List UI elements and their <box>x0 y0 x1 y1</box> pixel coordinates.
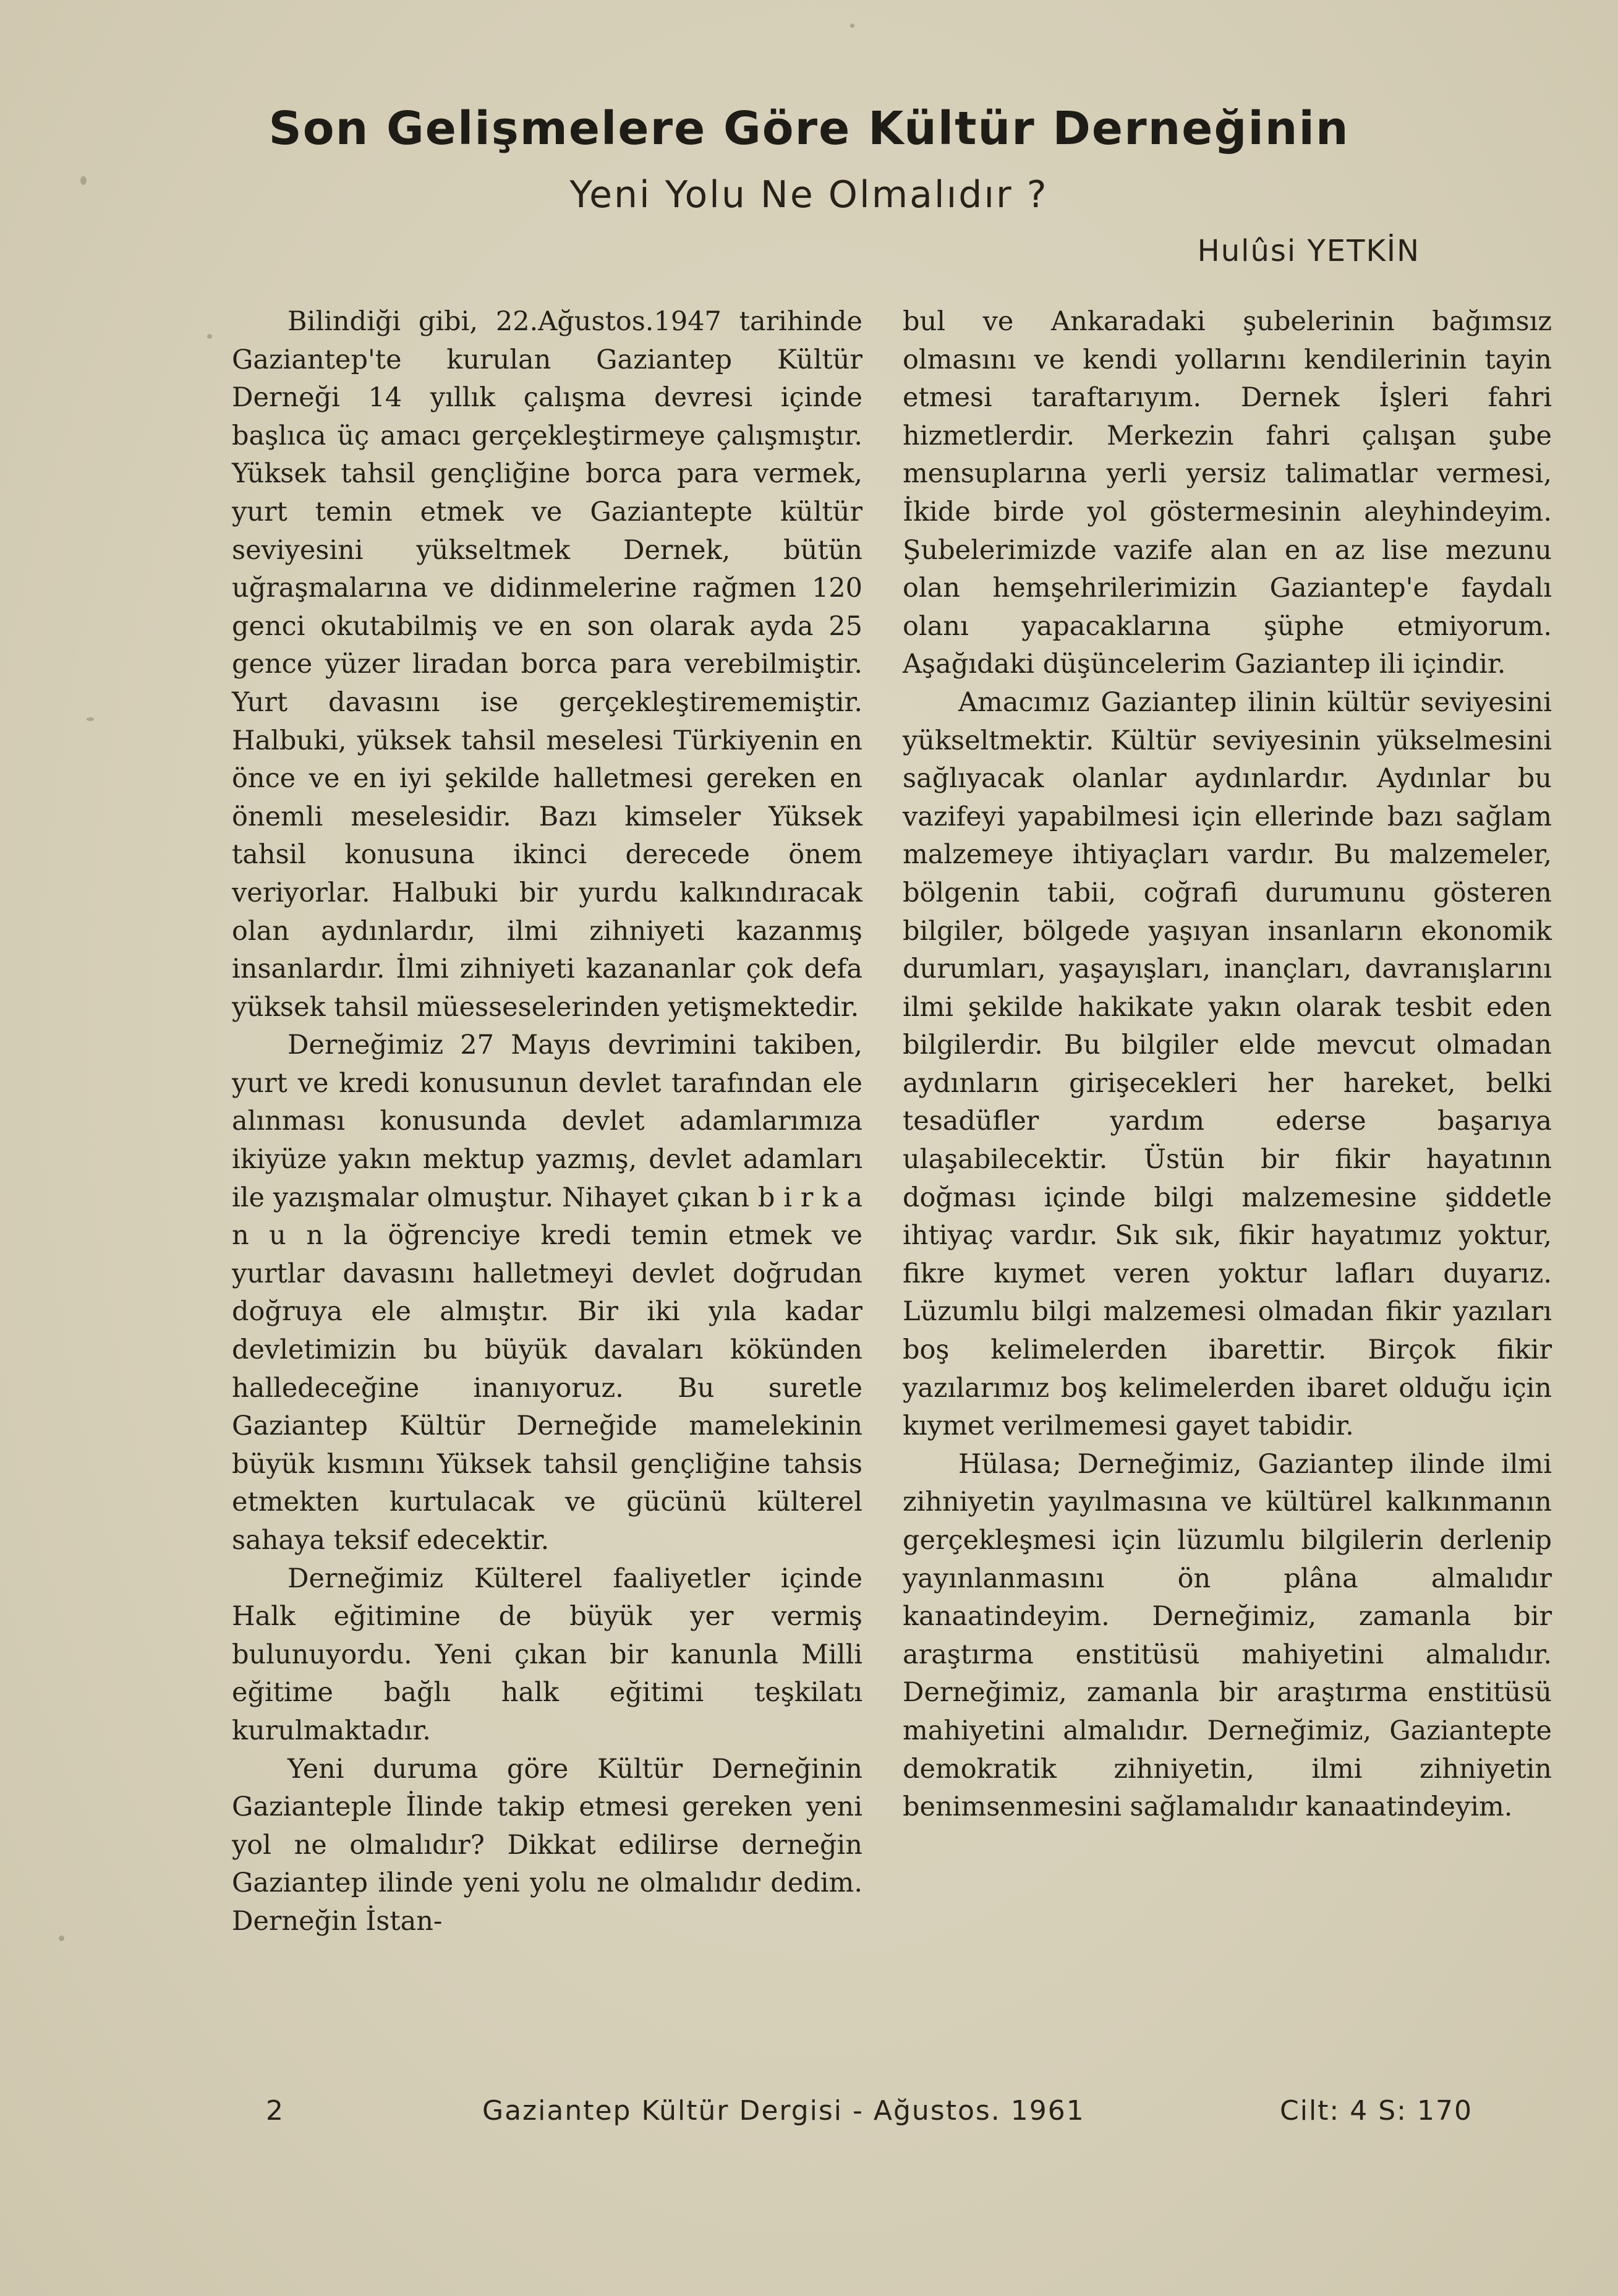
paragraph: Yeni duruma göre Kültür Derneğinin Gazianteple İlinde takip etmesi gereken yeni yol ne olmalıdır? Dikkat edilirse derneğin Gaziantep ilinde yeni yolu ne olmalıdır dedim. Derneğin İstan- <box>232 1753 862 1937</box>
print-speck <box>59 1935 64 1941</box>
page-number: 2 <box>266 2095 284 2127</box>
article-title: Son Gelişmelere Göre Kültür Derneğinin <box>268 102 1350 155</box>
paragraph: Bilindiği gibi, 22.Ağustos.1947 tarihinde Gaziantep'te kurulan Gaziantep Kültür Derneği 14 yıllık çalışma devresi içinde başlıca üç amacı gerçekleştirmeye çalışmıştır. Yüksek tahsil gençliğine borca para vermek, yurt temin etmek ve Gaziantepte kültür seviyesini yükseltmek Dernek, bütün uğraşmalarına ve didinmelerine rağmen 120 genci okutabilmiş ve en son olarak ayda 25 gence yüzer liradan borca para verebilmiştir. Yurt davasını ise gerçekleştirememiştir. Halbuki, yüksek tahsil meselesi Türkiyenin en önce ve en iyi şekilde halletmesi gereken en önemli meselesidir. Bazı kimseler Yüksek tahsil konusuna ikinci derecede önem veriyorlar. Halbuki bir yurdu kalkındıracak olan aydınlardır, ilmi zihniyeti kazanmış insanlardır. İlmi zihniyeti kazananlar çok defa yüksek tahsil müesseselerinden yetişmektedir. <box>232 306 862 1023</box>
journal-name: Gaziantep Kültür Dergisi - Ağustos. 1961 <box>482 2095 1085 2127</box>
paragraph: bul ve Ankaradaki şubelerinin bağımsız olmasını ve kendi yollarını kendilerinin tayin etmesi taraftarıyım. Dernek İşleri fahri hizmetlerdir. Merkezin fahri çalışan şube mensuplarına yerli yersiz talimatlar vermesi, İkide birde yol göstermesinin aleyhindeyim. Şubelerimizde vazife alan en az lise mezunu olan hemşehrilerimizin Gaziantep'e faydalı olanı yapacaklarına şüphe etmiyorum. Aşağıdaki düşüncelerim Gaziantep ili içindir. <box>903 306 1552 680</box>
paragraph: Derneğimiz Külterel faaliyetler içinde Halk eğitimine de büyük yer vermiş bulunuyordu. Yeni çıkan bir kanunla Milli eğitime bağlı halk eğitimi teşkilatı kurulmaktadır. <box>232 1563 862 1746</box>
print-speck <box>850 23 854 28</box>
print-speck <box>207 334 212 339</box>
paragraph: Derneğimiz 27 Mayıs devrimini takiben, yurt ve kredi konusunun devlet tarafından ele alınması konusunda devlet adamlarımıza ikiyüze yakın mektup yazmış, devlet adamları ile yazışmalar olmuştur. Nihayet çıkan b i r k a n u n la öğrenciye kredi temin etmek ve yurtlar davasını halletmeyi devlet doğrudan doğruya ele almıştır. Bir iki yıla kadar devletimizin bu büyük davaları kökünden halledeceğine inanıyoruz. Bu suretle Gaziantep Kültür Derneğide mamelekinin büyük kısmını Yüksek tahsil gençliğine tahsis etmekten kurtulacak ve gücünü külterel sahaya teksif edecektir. <box>232 1030 862 1556</box>
article-author: Hulûsi YETKİN <box>1197 234 1420 268</box>
right-column <box>903 303 1552 1827</box>
left-column <box>232 303 862 1941</box>
paragraph: Hülasa; Derneğimiz, Gaziantep ilinde ilmi zihniyetin yayılmasına ve kültürel kalkınmanın gerçekleşmesi için lüzumlu bilgilerin derlenip yayınlanmasını ön plâna almalıdır kanaatindeyim. Derneğimiz, zamanla bir araştırma enstitüsü mahiyetini almalıdır. Derneğimiz, zamanla bir araştırma enstitüsü mahiyetini almalıdır. Derneğimiz, Gaziantepte demokratik zihniyetin, ilmi zihniyetin benimsenmesini sağlamalıdır kanaatindeyim. <box>903 1448 1552 1823</box>
article-subtitle: Yeni Yolu Ne Olmalıdır ? <box>569 173 1049 216</box>
page-footer <box>0 2095 1618 2132</box>
issue-number: Cilt: 4 S: 170 <box>1280 2095 1473 2127</box>
print-speck <box>87 717 94 721</box>
paragraph: Amacımız Gaziantep ilinin kültür seviyesini yükseltmektir. Kültür seviyesinin yükselmesini sağlıyacak olanlar aydınlardır. Aydınlar bu vazifeyi yapabilmesi için ellerinde bazı sağlam malzemeye ihtiyaçları vardır. Bu malzemeler, bölgenin tabii, coğrafi durumunu gösteren bilgiler, bölgede yaşıyan insanların ekonomik durumları, yaşayışları, inançları, davranışlarını ilmi şekilde hakikate yakın olarak tesbit eden bilgilerdir. Bu bilgiler elde mevcut olmadan aydınların girişecekleri her hareket, belki tesadüfler yardım ederse başarıya ulaşabilecektir. Üstün bir fikir hayatının doğması içinde bilgi malzemesine şiddetle ihtiyaç vardır. Sık sık, fikir hayatımız yoktur, fikre kıymet veren yoktur lafları duyarız. Lüzumlu bilgi malzemesi olmadan fikir yazıları boş kelimelerden ibarettir. Birçok fikir yazılarımız boş kelimelerden ibaret olduğu için kıymet verilmemesi gayet tabidir. <box>903 686 1552 1442</box>
